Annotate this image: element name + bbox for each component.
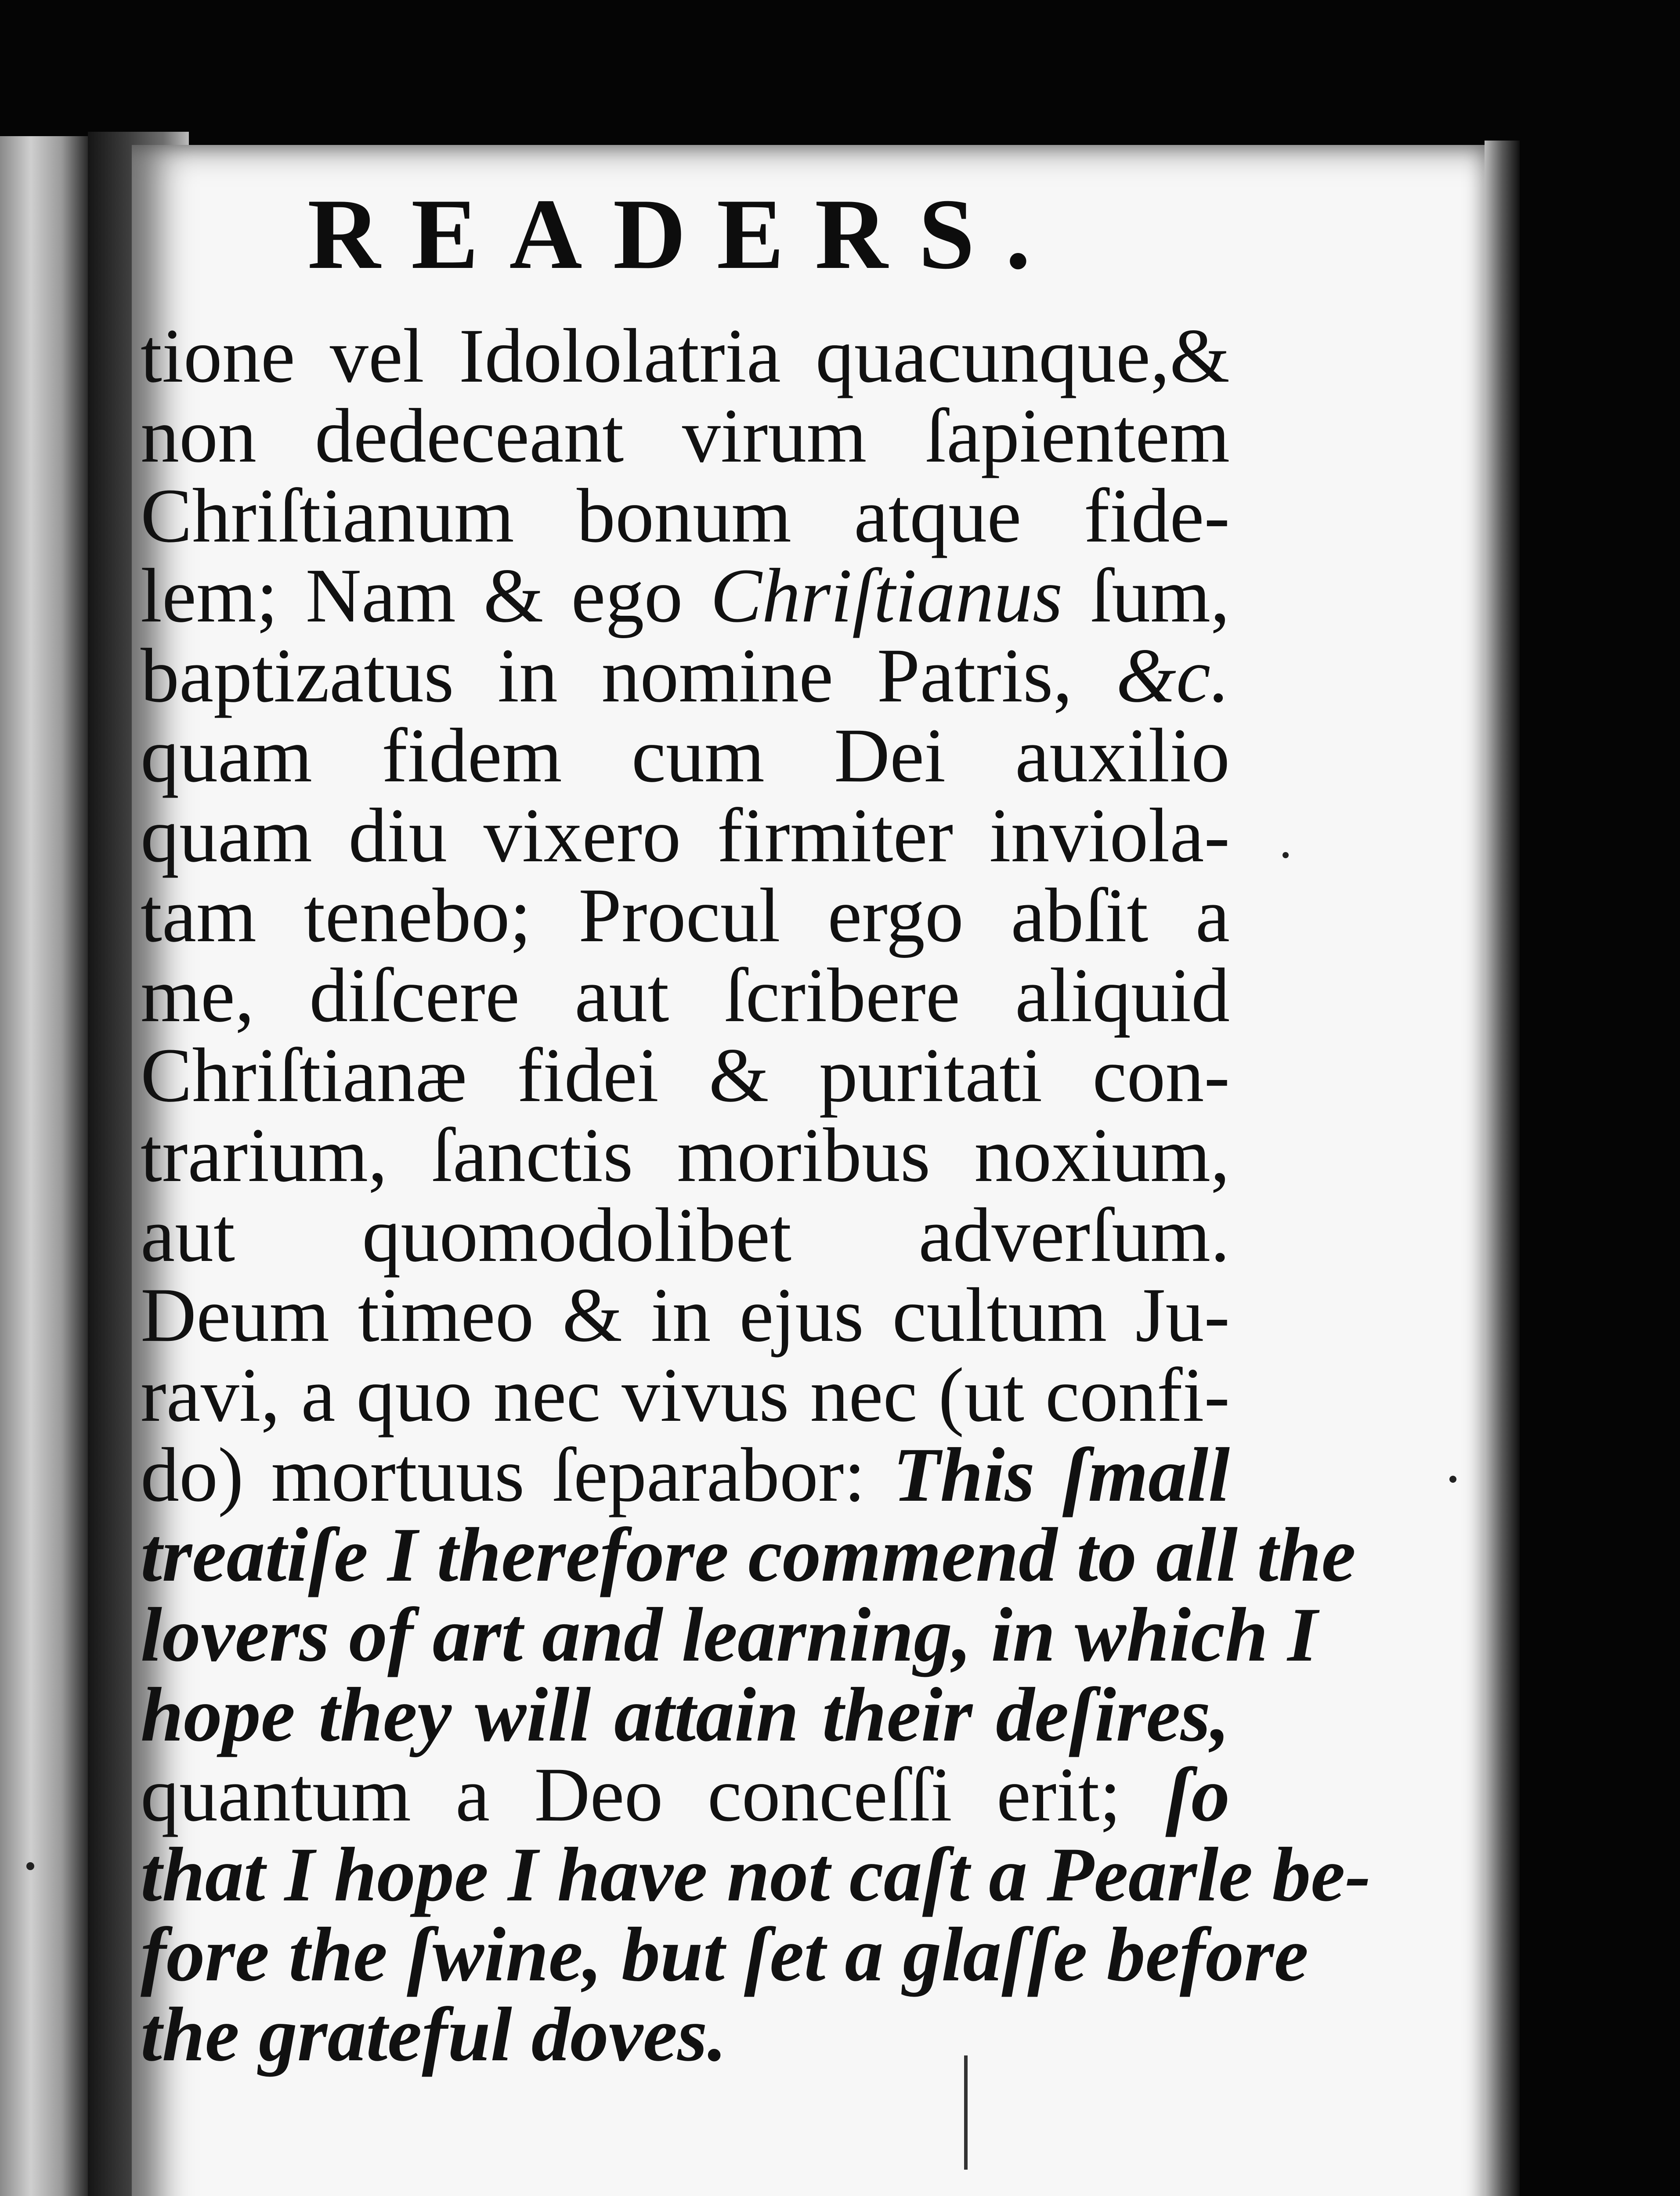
text-segment: lem; Nam & ego bbox=[141, 553, 711, 639]
text-line bbox=[141, 1272, 1230, 1358]
ink-speck bbox=[26, 1862, 34, 1870]
text-segment: non dedeceant virum ſapientem bbox=[141, 393, 1230, 479]
text-line bbox=[141, 713, 1230, 798]
text-line bbox=[141, 1592, 1318, 1678]
text-line bbox=[141, 1352, 1230, 1438]
text-segment: treatiſe I therefore commend to all the bbox=[141, 1512, 1356, 1598]
text-segment: quam diu vixero firmiter inviola- bbox=[141, 793, 1230, 878]
text-segment: Deum timeo & in ejus cultum Ju- bbox=[141, 1272, 1230, 1358]
text-line bbox=[141, 1512, 1356, 1598]
text-line bbox=[141, 393, 1230, 479]
text-segment: baptizatus in nomine Patris, bbox=[141, 633, 1116, 719]
text-line bbox=[141, 1752, 1230, 1838]
page-right-edge bbox=[1485, 141, 1520, 2196]
text-line bbox=[141, 793, 1230, 878]
text-segment: hope they will attain their deſires, bbox=[141, 1672, 1230, 1758]
text-line bbox=[141, 1832, 1371, 1918]
text-segment: ſum, bbox=[1062, 553, 1230, 639]
text-line bbox=[141, 1992, 1230, 2077]
text-line bbox=[141, 1912, 1308, 1997]
text-segment: tam tenebo; Procul ergo abſit a bbox=[141, 873, 1230, 958]
ink-speck bbox=[1449, 1476, 1456, 1483]
text-segment: ravi, a quo nec vivus nec (ut confi- bbox=[141, 1352, 1230, 1438]
text-segment: Chriſtianum bonum atque fide- bbox=[141, 473, 1230, 559]
text-segment: Chriſtianæ fidei & puritati con- bbox=[141, 1033, 1230, 1118]
text-segment: quam fidem cum Dei auxilio bbox=[141, 713, 1230, 798]
text-line bbox=[141, 473, 1230, 559]
text-line bbox=[141, 1672, 1230, 1758]
text-line bbox=[141, 953, 1230, 1038]
facing-page-edge bbox=[0, 136, 88, 2196]
text-segment: aut quomodolibet adverſum. bbox=[141, 1192, 1230, 1278]
text-line bbox=[141, 553, 1230, 639]
text-segment: trarium, ſanctis moribus noxium, bbox=[141, 1112, 1230, 1198]
text-line bbox=[141, 313, 1230, 399]
page-heading: READERS. bbox=[307, 178, 1062, 290]
text-segment: tione vel Idololatria quacunque,& bbox=[141, 313, 1230, 399]
text-segment: quantum a Deo conceſſi erit; bbox=[141, 1752, 1166, 1838]
text-segment: that I hope I have not caſt a Pearle be- bbox=[141, 1832, 1371, 1918]
text-segment: fore the ſwine, but ſet a glaſſe before bbox=[141, 1912, 1308, 1997]
text-segment: me, diſcere aut ſcribere aliquid bbox=[141, 953, 1230, 1038]
text-line bbox=[141, 633, 1230, 719]
text-segment: Chriſtianus bbox=[710, 553, 1063, 639]
text-line bbox=[141, 1112, 1230, 1198]
ink-stroke-mark bbox=[964, 2055, 968, 2170]
text-segment: ſo bbox=[1165, 1752, 1230, 1838]
text-segment: the grateful doves. bbox=[141, 1992, 727, 2077]
text-line bbox=[141, 1432, 1230, 1518]
text-line bbox=[141, 1033, 1230, 1118]
text-line bbox=[141, 1192, 1230, 1278]
text-line bbox=[141, 873, 1230, 958]
text-segment: This ſmall bbox=[893, 1432, 1230, 1518]
ink-speck bbox=[1283, 852, 1289, 858]
body-text bbox=[141, 313, 1371, 2077]
text-segment: do) mortuus ſeparabor: bbox=[141, 1432, 893, 1518]
text-segment: &c. bbox=[1116, 633, 1230, 719]
text-segment: lovers of art and learning, in which I bbox=[141, 1592, 1318, 1678]
